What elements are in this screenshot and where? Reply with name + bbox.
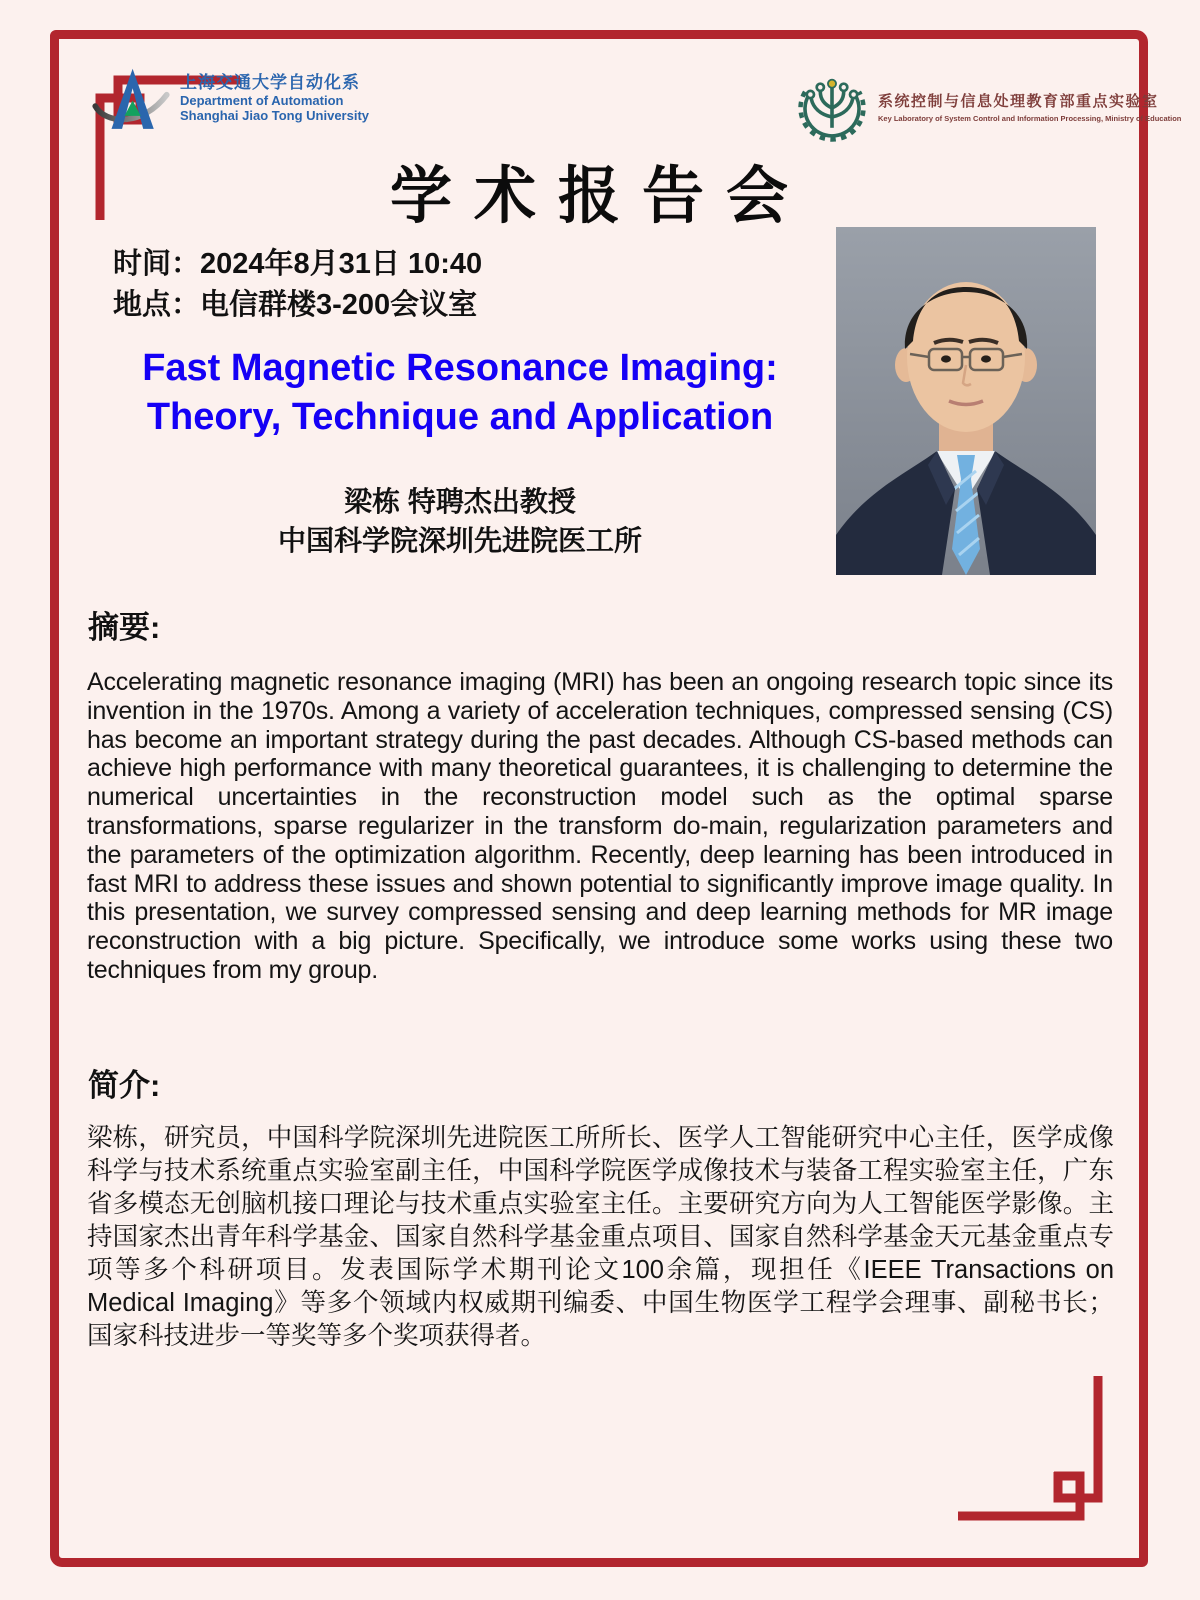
speaker-name-title: 梁栋 特聘杰出教授 [344,486,576,517]
sjtu-dept-english: Department of Automation [180,93,344,108]
talk-title [88,344,832,442]
abstract-heading: 摘要: [88,610,161,645]
talk-title-line1: Fast Magnetic Resonance Imaging: [142,347,778,389]
key-lab-logo [796,72,1181,144]
talk-title-line2: Theory, Technique and Application [146,396,774,438]
speaker-block [88,482,832,560]
meta-block [113,244,482,326]
place-value: 电信群楼3-200会议室 [200,289,478,321]
bio-body: 梁栋，研究员，中国科学院深圳先进院医工所所长、医学人工智能研究中心主任，医学成像科学与技术系统重点实验室副主任，中国科学院医学成像技术与装备工程实验室主任，广东省多模态无创脑机接口理论与技术重点实验室主任。主要研究方向为人工智能医学影像。主持国家杰出青年科学基金、国家自然科学基金重点项目、国家自然科学基金天元基金重点专项等多个科研项目。发表国际学术期刊论文100余篇，现担任《IEEE Transactions on Medical Imaging》等多个领域内权威期刊编委、中国生物医学工程学会理事、副秘书长；国家科技进步一等奖等多个奖项获得者。 [87,1124,1114,1350]
sjtu-univ-english: Shanghai Jiao Tong University [180,108,370,123]
place-label: 地点： [113,289,201,321]
place-row [113,285,482,326]
abstract-body: Accelerating magnetic resonance imaging (MRI) has been an ongoing research topic since its invention in the 1970s. Among a variety of acceleration techniques, compressed sensing (CS) has become an important strategy during the past decades. Although CS-based methods can achieve high performance with many theoretical guarantees, it is challenging to determine the numerical uncertainties in the reconstruction model such as the optimal sparse transformations, sparse regularizer in the transform do-main, regularization parameters and the parameters of the optimization algorithm. Recently, deep learning has been introduced in fast MRI to address these issues and shown potential to significantly improve image quality. In this presentation, we survey compressed sensing and deep learning methods for MR image reconstruction with a big picture. Specifically, we introduce some works using these two techniques from my group. [87,668,1113,984]
time-label: 时间： [113,248,201,280]
lab-gear-circuit-icon [796,72,868,144]
bio-heading: 简介: [88,1068,161,1103]
time-value: 2024年8月31日 10:40 [200,248,483,280]
sjtu-name-chinese: 上海交通大学自动化系 [180,73,360,92]
frame-corner-ornament-icon [934,1352,1154,1572]
speaker-portrait-icon [835,227,1097,575]
sjtu-automation-logo [92,62,369,134]
sjtu-a-mark-icon [92,62,170,134]
lab-name-english: Key Laboratory of System Control and Information Processing, Ministry of Education [878,114,1182,123]
speaker-photo [835,227,1097,575]
speaker-affiliation: 中国科学院深圳先进院医工所 [277,525,642,556]
page-title: 学术报告会 [389,159,810,232]
lab-name-chinese: 系统控制与信息处理教育部重点实验室 [878,93,1159,110]
time-row [113,244,482,285]
